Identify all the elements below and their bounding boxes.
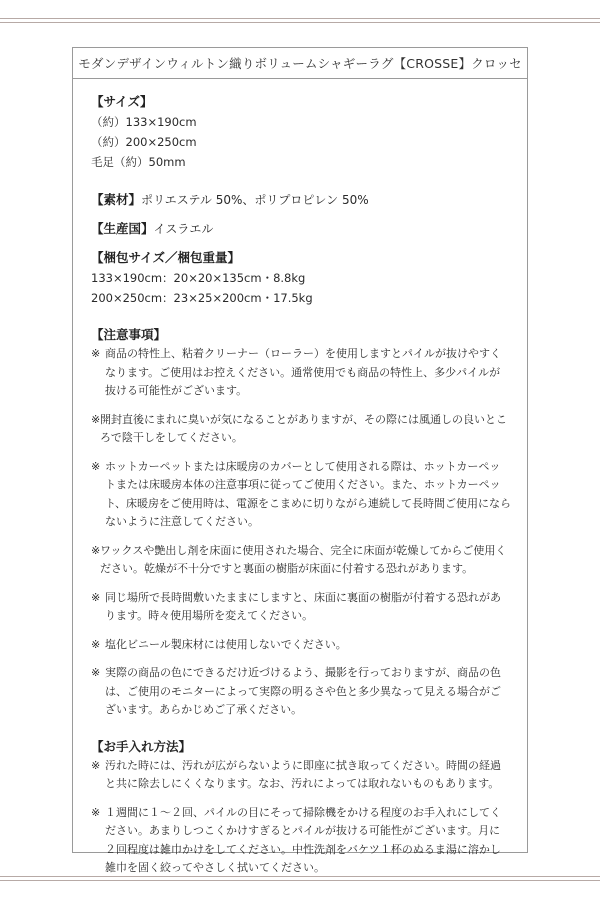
packing-line: 133×190cm：20×20×135cm・8.8kg [91, 271, 306, 285]
packing-heading: 【梱包サイズ／梱包重量】 [91, 250, 241, 265]
top-rule-inner [0, 22, 600, 23]
note-text: ワックスや艶出し剤を床面に使用された場合、完全に床面が乾燥してからご使用ください。乾燥が不十分ですと裏面の樹脂が床面に付着する恐れがあります。 [100, 543, 507, 575]
bottom-rule-inner [0, 876, 600, 877]
care-item [91, 757, 511, 794]
note-mark: ※ [91, 758, 101, 772]
size-line: （約）200×250cm [91, 135, 197, 149]
note-mark: ※ [91, 459, 101, 473]
note-mark: ※ [91, 666, 101, 679]
note-mark: ※ [91, 590, 101, 604]
caution-item [91, 345, 511, 401]
caution-heading: 【注意事項】 [91, 327, 167, 342]
note-mark: ※ [91, 543, 101, 557]
top-rule-outer [0, 18, 600, 19]
bottom-rule-outer [0, 880, 600, 881]
note-text: 同じ場所で長時間敷いたままにしますと、床面に裏面の樹脂が付着する恐れがあります。時々使用場所を変えてください。 [105, 590, 501, 622]
spec-content [91, 92, 511, 878]
product-title: モダンデザインウィルトン織りボリュームシャギーラグ【CROSSE】クロッセ [73, 48, 527, 79]
caution-section [91, 325, 511, 720]
note-text: １週間に１～２回、パイルの目にそって掃除機をかける程度のお手入れにしてください。あまりしつこくかけすぎるとパイルが抜ける可能性がございます。月に２回程度は雑巾かけをしてください。中性洗剤をバケツ１杯のぬるま湯に溶かし雑巾を固く絞ってやさしく拭いてください。 [105, 805, 501, 874]
note-text: 実際の商品の色にできるだけ近づけるよう、撮影を行っておりますが、商品の色は、ご使用のモニターによって実際の明るさや色と多少異なって見える場合がございます。あらかじめご了承ください。 [105, 666, 501, 716]
care-section [91, 737, 511, 878]
note-text: 塩化ビニール製床材には使用しないでください。 [105, 637, 347, 651]
origin-section [91, 219, 511, 239]
note-text: 商品の特性上、粘着クリーナー（ローラー）を使用しますとパイルが抜けやすくなります。ご使用はお控えください。通常使用でも商品の特性上、多少パイルが抜ける可能性がございます。 [105, 347, 501, 397]
packing-section [91, 248, 511, 308]
size-line: （約）133×190cm [91, 115, 197, 129]
material-value: ポリエステル 50%、ポリプロピレン 50% [141, 193, 369, 207]
size-heading: 【サイズ】 [91, 94, 153, 109]
note-mark: ※ [91, 347, 101, 360]
care-heading: 【お手入れ方法】 [91, 738, 192, 754]
material-section [91, 190, 511, 210]
packing-line: 200×250cm：23×25×200cm・17.5kg [91, 291, 313, 305]
note-text: 汚れた時には、汚れが広がらないように即座に拭き取ってください。時間の経過と共に除去しにくくなります。なお、汚れによっては取れないものもあります。 [105, 758, 501, 790]
product-spec-panel [72, 47, 528, 874]
caution-item [91, 458, 511, 532]
caution-item [91, 589, 511, 626]
pile-length-line: 毛足（約）50mm [91, 155, 186, 169]
note-mark: ※ [91, 637, 101, 651]
caution-item [91, 411, 511, 448]
note-mark: ※ [91, 412, 101, 426]
note-text: ホットカーペットまたは床暖房のカバーとして使用される際は、ホットカーペットまたは床暖房本体の注意事項に従ってご使用ください。また、ホットカーペット、床暖房をご使用時は、電源をこまめに切りながら連続して長時間ご使用にならないように注意してください。 [105, 459, 512, 528]
origin-value: イスラエル [153, 222, 214, 236]
caution-item [91, 636, 511, 655]
material-heading: 【素材】 [91, 192, 142, 207]
origin-heading: 【生産国】 [91, 221, 154, 236]
caution-item [91, 664, 511, 720]
size-section [91, 92, 511, 172]
note-text: 開封直後にまれに臭いが気になることがありますが、その際には風通しの良いところで陰干しをしてください。 [100, 412, 507, 444]
note-mark: ※ [91, 805, 101, 819]
care-item [91, 804, 511, 878]
caution-item [91, 542, 511, 579]
